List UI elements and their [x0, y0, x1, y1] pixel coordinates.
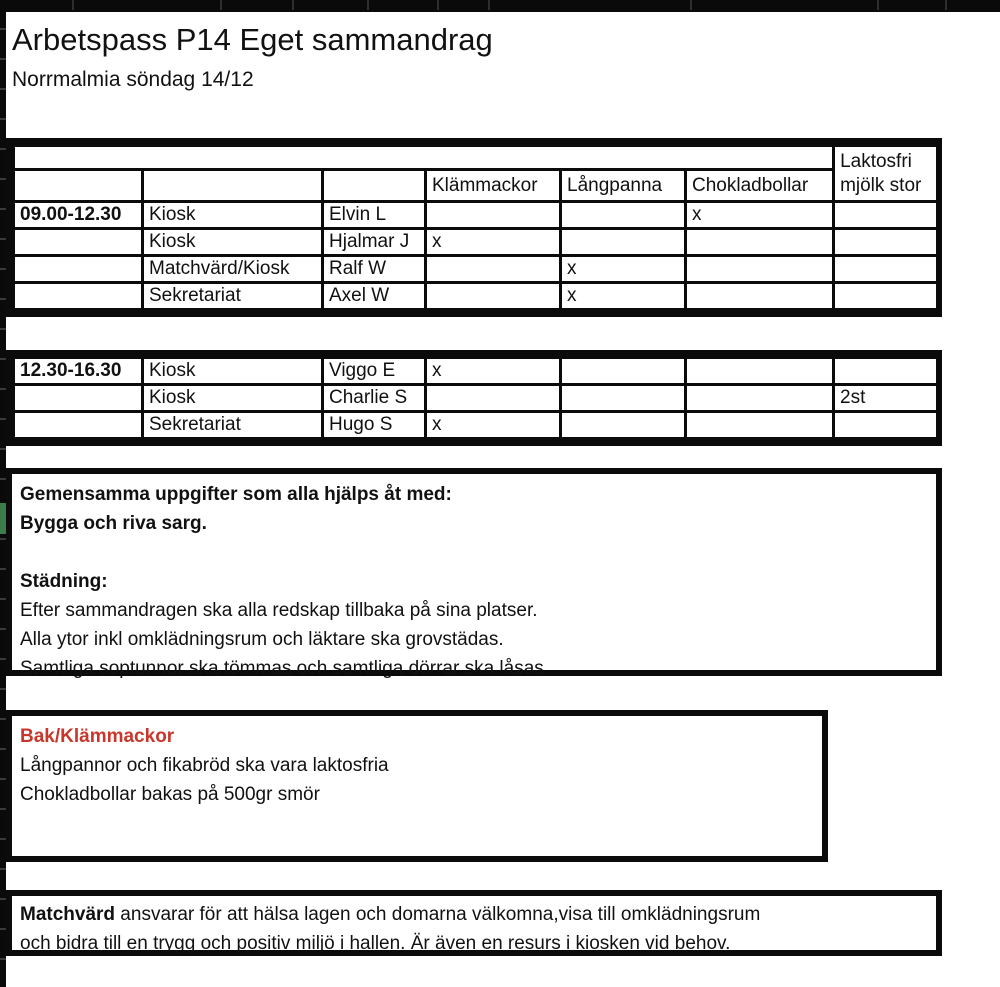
- baking-line: Långpannor och fikabröd ska vara laktosfria: [20, 755, 389, 776]
- chokladbollar-cell[interactable]: [686, 385, 834, 412]
- matchvard-line1: [20, 900, 928, 929]
- laktosfri-cell[interactable]: [834, 202, 938, 229]
- langpanna-cell[interactable]: [561, 229, 686, 256]
- page-title: Arbetspass P14 Eget sammandrag: [12, 22, 493, 57]
- role-cell[interactable]: Matchvärd/Kiosk: [143, 256, 323, 283]
- chokladbollar-cell[interactable]: [686, 256, 834, 283]
- role-cell[interactable]: Kiosk: [143, 385, 323, 412]
- name-cell[interactable]: Hjalmar J: [323, 229, 426, 256]
- page-subtitle: Norrmalmia söndag 14/12: [12, 68, 254, 91]
- table-row: [14, 256, 938, 283]
- matchvard-line2: och bidra till en trygg och positiv miljö i hallen. Är även en resurs i kiosken vid behov.: [20, 933, 731, 954]
- header-empty-time: [14, 170, 143, 202]
- laktosfri-cell[interactable]: [834, 358, 938, 385]
- langpanna-cell[interactable]: x: [561, 283, 686, 310]
- klammackor-cell[interactable]: [426, 202, 561, 229]
- klammackor-cell[interactable]: [426, 385, 561, 412]
- column-separator: [220, 0, 222, 10]
- column-header-laktosfri: [834, 146, 938, 202]
- column-separator: [488, 0, 490, 10]
- laktosfri-cell[interactable]: [834, 229, 938, 256]
- table-row: [14, 202, 938, 229]
- laktosfri-cell[interactable]: [834, 412, 938, 439]
- shift-table-morning: [6, 138, 942, 317]
- column-separator: [292, 0, 294, 10]
- time-cell[interactable]: [14, 256, 143, 283]
- matchvard-lead: Matchvärd: [20, 904, 116, 925]
- table-row: [14, 412, 938, 439]
- shared-tasks-box: [6, 468, 942, 679]
- column-header-chokladbollar: Chokladbollar: [686, 170, 834, 202]
- role-cell[interactable]: Sekretariat: [143, 283, 323, 310]
- name-cell[interactable]: Axel W: [323, 283, 426, 310]
- matchvard-note-box: [6, 890, 942, 956]
- role-cell[interactable]: Kiosk: [143, 229, 323, 256]
- column-separator: [690, 0, 692, 10]
- langpanna-cell[interactable]: [561, 358, 686, 385]
- laktosfri-line1: Laktosfri: [840, 150, 912, 172]
- name-cell[interactable]: Ralf W: [323, 256, 426, 283]
- klammackor-cell[interactable]: x: [426, 229, 561, 256]
- name-cell[interactable]: Elvin L: [323, 202, 426, 229]
- role-cell[interactable]: Kiosk: [143, 358, 323, 385]
- shift-table-afternoon: [6, 350, 942, 446]
- chokladbollar-cell[interactable]: [686, 229, 834, 256]
- baking-heading: Bak/Klämmackor: [20, 726, 175, 747]
- column-header-langpanna: Långpanna: [561, 170, 686, 202]
- header-spacer-cell: [14, 146, 834, 170]
- table-row: [14, 385, 938, 412]
- chokladbollar-cell[interactable]: [686, 358, 834, 385]
- time-cell[interactable]: [14, 229, 143, 256]
- baking-line: Chokladbollar bakas på 500gr smör: [20, 784, 320, 805]
- column-separator: [367, 0, 369, 10]
- langpanna-cell[interactable]: x: [561, 256, 686, 283]
- column-separator: [72, 0, 74, 10]
- time-cell[interactable]: 12.30-16.30: [14, 358, 143, 385]
- baking-notes-box: [6, 710, 828, 862]
- role-cell[interactable]: Sekretariat: [143, 412, 323, 439]
- cleaning-line: Alla ytor inkl omklädningsrum och läktare ska grovstädas.: [20, 629, 504, 650]
- chokladbollar-cell[interactable]: [686, 283, 834, 310]
- column-separator: [945, 0, 947, 10]
- table-row: [14, 229, 938, 256]
- laktosfri-cell[interactable]: [834, 283, 938, 310]
- name-cell[interactable]: Viggo E: [323, 358, 426, 385]
- role-cell[interactable]: Kiosk: [143, 202, 323, 229]
- shared-tasks-heading: Gemensamma uppgifter som alla hjälps åt med:: [20, 484, 452, 505]
- cleaning-line: Samtliga soptunnor ska tömmas och samtliga dörrar ska låsas.: [20, 658, 550, 679]
- name-cell[interactable]: Charlie S: [323, 385, 426, 412]
- langpanna-cell[interactable]: [561, 412, 686, 439]
- langpanna-cell[interactable]: [561, 385, 686, 412]
- matchvard-line1-rest: ansvarar för att hälsa lagen och domarna välkomna,visa till omklädningsrum: [115, 904, 761, 925]
- time-cell[interactable]: [14, 412, 143, 439]
- klammackor-cell[interactable]: x: [426, 412, 561, 439]
- blank-line: [20, 538, 928, 567]
- klammackor-cell[interactable]: [426, 256, 561, 283]
- column-separator: [437, 0, 439, 10]
- cleaning-line: Efter sammandragen ska alla redskap tillbaka på sina platser.: [20, 600, 538, 621]
- time-cell[interactable]: [14, 385, 143, 412]
- column-header-klammackor: Klämmackor: [426, 170, 561, 202]
- header-empty-name: [323, 170, 426, 202]
- shared-tasks-line: Bygga och riva sarg.: [20, 513, 207, 534]
- chokladbollar-cell[interactable]: [686, 412, 834, 439]
- header-empty-role: [143, 170, 323, 202]
- time-cell[interactable]: [14, 283, 143, 310]
- table-row: [14, 283, 938, 310]
- table-row: [14, 358, 938, 385]
- name-cell[interactable]: Hugo S: [323, 412, 426, 439]
- laktosfri-line2: mjölk stor: [840, 174, 922, 196]
- chokladbollar-cell[interactable]: x: [686, 202, 834, 229]
- langpanna-cell[interactable]: [561, 202, 686, 229]
- cleaning-heading: Städning:: [20, 571, 108, 592]
- time-cell[interactable]: 09.00-12.30: [14, 202, 143, 229]
- klammackor-cell[interactable]: [426, 283, 561, 310]
- spreadsheet-top-edge: [0, 0, 1000, 12]
- laktosfri-cell[interactable]: [834, 256, 938, 283]
- column-separator: [877, 0, 879, 10]
- klammackor-cell[interactable]: x: [426, 358, 561, 385]
- laktosfri-cell[interactable]: 2st: [834, 385, 938, 412]
